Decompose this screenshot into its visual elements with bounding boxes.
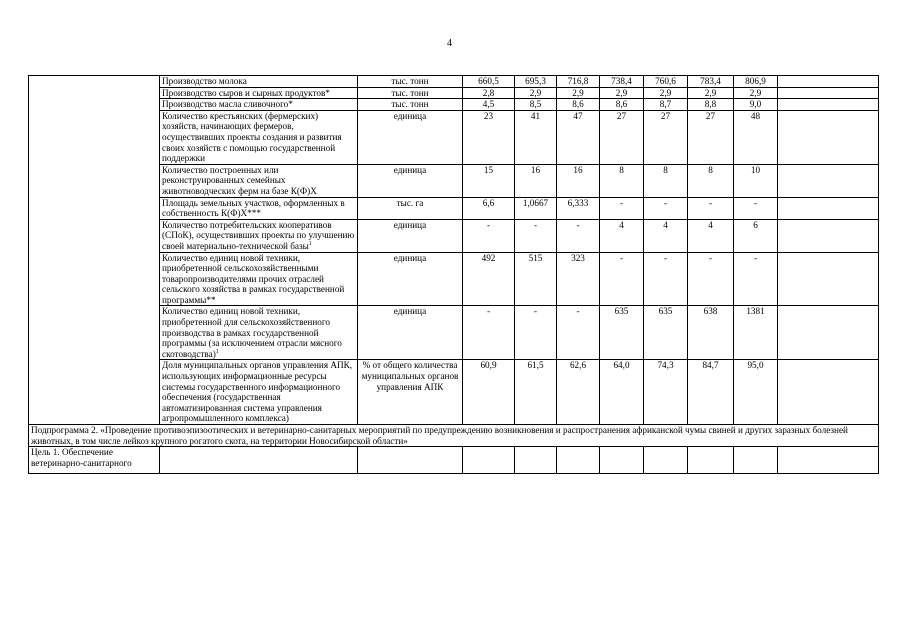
indicator-name <box>160 110 358 164</box>
value-cell: 61,5 <box>515 360 557 425</box>
empty-cell <box>778 164 879 197</box>
indicator-name <box>160 252 358 306</box>
empty-cell <box>778 360 879 425</box>
indicator-name <box>160 219 358 252</box>
value-cell: 47 <box>557 110 600 164</box>
value-cell: 635 <box>644 306 688 360</box>
empty-cell <box>557 447 600 474</box>
value-cell: 4 <box>644 219 688 252</box>
value-cell: 74,3 <box>644 360 688 425</box>
value-cell: 515 <box>515 252 557 306</box>
empty-cell <box>734 447 778 474</box>
value-cell: 738,4 <box>600 76 644 88</box>
empty-cell <box>778 99 879 111</box>
merged-empty-cell <box>29 76 160 425</box>
value-cell: - <box>515 219 557 252</box>
value-cell: - <box>557 219 600 252</box>
unit-cell: единица <box>358 110 463 164</box>
value-cell: 6,6 <box>463 197 515 219</box>
value-cell: 16 <box>515 164 557 197</box>
unit-cell: тыс. тонн <box>358 99 463 111</box>
indicator-text: Количество построенных или реконструированных семейных животноводческих ферм на базе К(Ф)Х <box>162 164 317 196</box>
indicator-name <box>160 306 358 360</box>
value-cell: 660,5 <box>463 76 515 88</box>
value-cell: - <box>600 197 644 219</box>
footnote-marker: 1 <box>308 240 312 247</box>
empty-cell <box>515 447 557 474</box>
indicator-name <box>160 197 358 219</box>
empty-cell <box>644 447 688 474</box>
indicator-name <box>160 87 358 99</box>
value-cell: 64,0 <box>600 360 644 425</box>
value-cell: - <box>644 197 688 219</box>
value-cell: 4 <box>600 219 644 252</box>
page-number: 4 <box>447 38 452 49</box>
value-cell: 8 <box>688 164 734 197</box>
empty-cell <box>463 447 515 474</box>
value-cell: - <box>688 197 734 219</box>
value-cell: 635 <box>600 306 644 360</box>
indicator-text: Производство молока <box>162 76 247 86</box>
subprogram-row <box>29 425 879 447</box>
value-cell: 9,0 <box>734 99 778 111</box>
value-cell: 84,7 <box>688 360 734 425</box>
value-cell: 638 <box>688 306 734 360</box>
value-cell: 6,333 <box>557 197 600 219</box>
value-cell: 4 <box>688 219 734 252</box>
footnote-marker: 1 <box>215 348 219 355</box>
subprogram-title: Подпрограмма 2. «Проведение противоэпизоотических и ветеринарно-санитарных мероприятий по предупреждению возникновения и распространения африканской чумы свиней и других заразных болезней животных, в том числе лейкоз крупного рогатого скота, на территории Новосибирской области» <box>29 425 879 447</box>
unit-cell: тыс. тонн <box>358 87 463 99</box>
empty-cell <box>160 447 358 474</box>
value-cell: - <box>557 306 600 360</box>
value-cell: 8,6 <box>600 99 644 111</box>
goal-cell: Цель 1. Обеспечение ветеринарно-санитарного <box>29 447 160 474</box>
value-cell: 60,9 <box>463 360 515 425</box>
indicator-text: Количество единиц новой техники, приобретенной сельскохозяйственными товаропроизводителями прочих отраслей сельского хозяйства в рамках государственной программы** <box>162 252 345 305</box>
value-cell: - <box>688 252 734 306</box>
empty-cell <box>778 252 879 306</box>
value-cell: 41 <box>515 110 557 164</box>
value-cell: 492 <box>463 252 515 306</box>
value-cell: 695,3 <box>515 76 557 88</box>
value-cell: 716,8 <box>557 76 600 88</box>
value-cell: 2,9 <box>644 87 688 99</box>
indicator-text: Доля муниципальных органов управления АПК, использующих информационные ресурсы системы государственного информационного обеспечения (государственная автоматизированная система управления агропромышленного комплекса) <box>162 360 353 424</box>
value-cell: 27 <box>600 110 644 164</box>
value-cell: 2,9 <box>557 87 600 99</box>
unit-cell: единица <box>358 164 463 197</box>
value-cell: 10 <box>734 164 778 197</box>
value-cell: 2,9 <box>734 87 778 99</box>
value-cell: 62,6 <box>557 360 600 425</box>
goal-row <box>29 447 879 474</box>
unit-cell: % от общего количества муниципальных органов управления АПК <box>358 360 463 425</box>
table-body <box>29 76 879 474</box>
indicator-text: Производство сыров и сырных продуктов* <box>162 87 330 98</box>
empty-cell <box>688 447 734 474</box>
value-cell: 27 <box>688 110 734 164</box>
indicator-text: Количество крестьянских (фермерских) хозяйств, начинающих фермеров, осуществивших проекты создания и развития своих хозяйств с помощью государственной поддержки <box>162 110 342 164</box>
indicator-name <box>160 99 358 111</box>
value-cell: 1,0667 <box>515 197 557 219</box>
indicator-text: Количество потребительских кооперативов (СПоК), осуществивших проекты по улучшению своей материально-технической базы <box>162 219 355 251</box>
empty-cell <box>778 197 879 219</box>
table-row <box>29 76 879 88</box>
value-cell: 8 <box>644 164 688 197</box>
value-cell: 4,5 <box>463 99 515 111</box>
indicator-name <box>160 76 358 88</box>
value-cell: 1381 <box>734 306 778 360</box>
unit-cell: единица <box>358 306 463 360</box>
value-cell: - <box>600 252 644 306</box>
value-cell: - <box>463 219 515 252</box>
value-cell: 2,9 <box>600 87 644 99</box>
empty-cell <box>778 110 879 164</box>
indicator-name <box>160 164 358 197</box>
value-cell: 8,7 <box>644 99 688 111</box>
value-cell: 2,9 <box>688 87 734 99</box>
empty-cell <box>778 76 879 88</box>
value-cell: 27 <box>644 110 688 164</box>
empty-cell <box>778 87 879 99</box>
value-cell: 95,0 <box>734 360 778 425</box>
unit-cell: тыс. га <box>358 197 463 219</box>
empty-cell <box>778 219 879 252</box>
value-cell: 48 <box>734 110 778 164</box>
value-cell: - <box>515 306 557 360</box>
indicator-name <box>160 360 358 425</box>
value-cell: 8,6 <box>557 99 600 111</box>
value-cell: - <box>734 252 778 306</box>
value-cell: 323 <box>557 252 600 306</box>
value-cell: 8,8 <box>688 99 734 111</box>
indicators-table <box>28 75 879 474</box>
value-cell: 15 <box>463 164 515 197</box>
value-cell: 2,9 <box>515 87 557 99</box>
indicator-text: Количество единиц новой техники, приобретенной для сельскохозяйственного производства в рамках государственной программы (за исключением отрасли мясного скотоводства) <box>162 306 342 359</box>
unit-cell: единица <box>358 252 463 306</box>
empty-cell <box>778 306 879 360</box>
value-cell: - <box>463 306 515 360</box>
value-cell: 783,4 <box>688 76 734 88</box>
value-cell: 6 <box>734 219 778 252</box>
unit-cell: тыс. тонн <box>358 76 463 88</box>
empty-cell <box>358 447 463 474</box>
value-cell: 16 <box>557 164 600 197</box>
value-cell: - <box>644 252 688 306</box>
indicator-text: Площадь земельных участков, оформленных в собственность К(Ф)Х*** <box>162 197 345 219</box>
empty-cell <box>778 447 879 474</box>
value-cell: 23 <box>463 110 515 164</box>
unit-cell: единица <box>358 219 463 252</box>
value-cell: 2,8 <box>463 87 515 99</box>
value-cell: 8,5 <box>515 99 557 111</box>
empty-cell <box>600 447 644 474</box>
value-cell: - <box>734 197 778 219</box>
value-cell: 760,6 <box>644 76 688 88</box>
value-cell: 8 <box>600 164 644 197</box>
indicator-text: Производство масла сливочного* <box>162 99 293 110</box>
value-cell: 806,9 <box>734 76 778 88</box>
